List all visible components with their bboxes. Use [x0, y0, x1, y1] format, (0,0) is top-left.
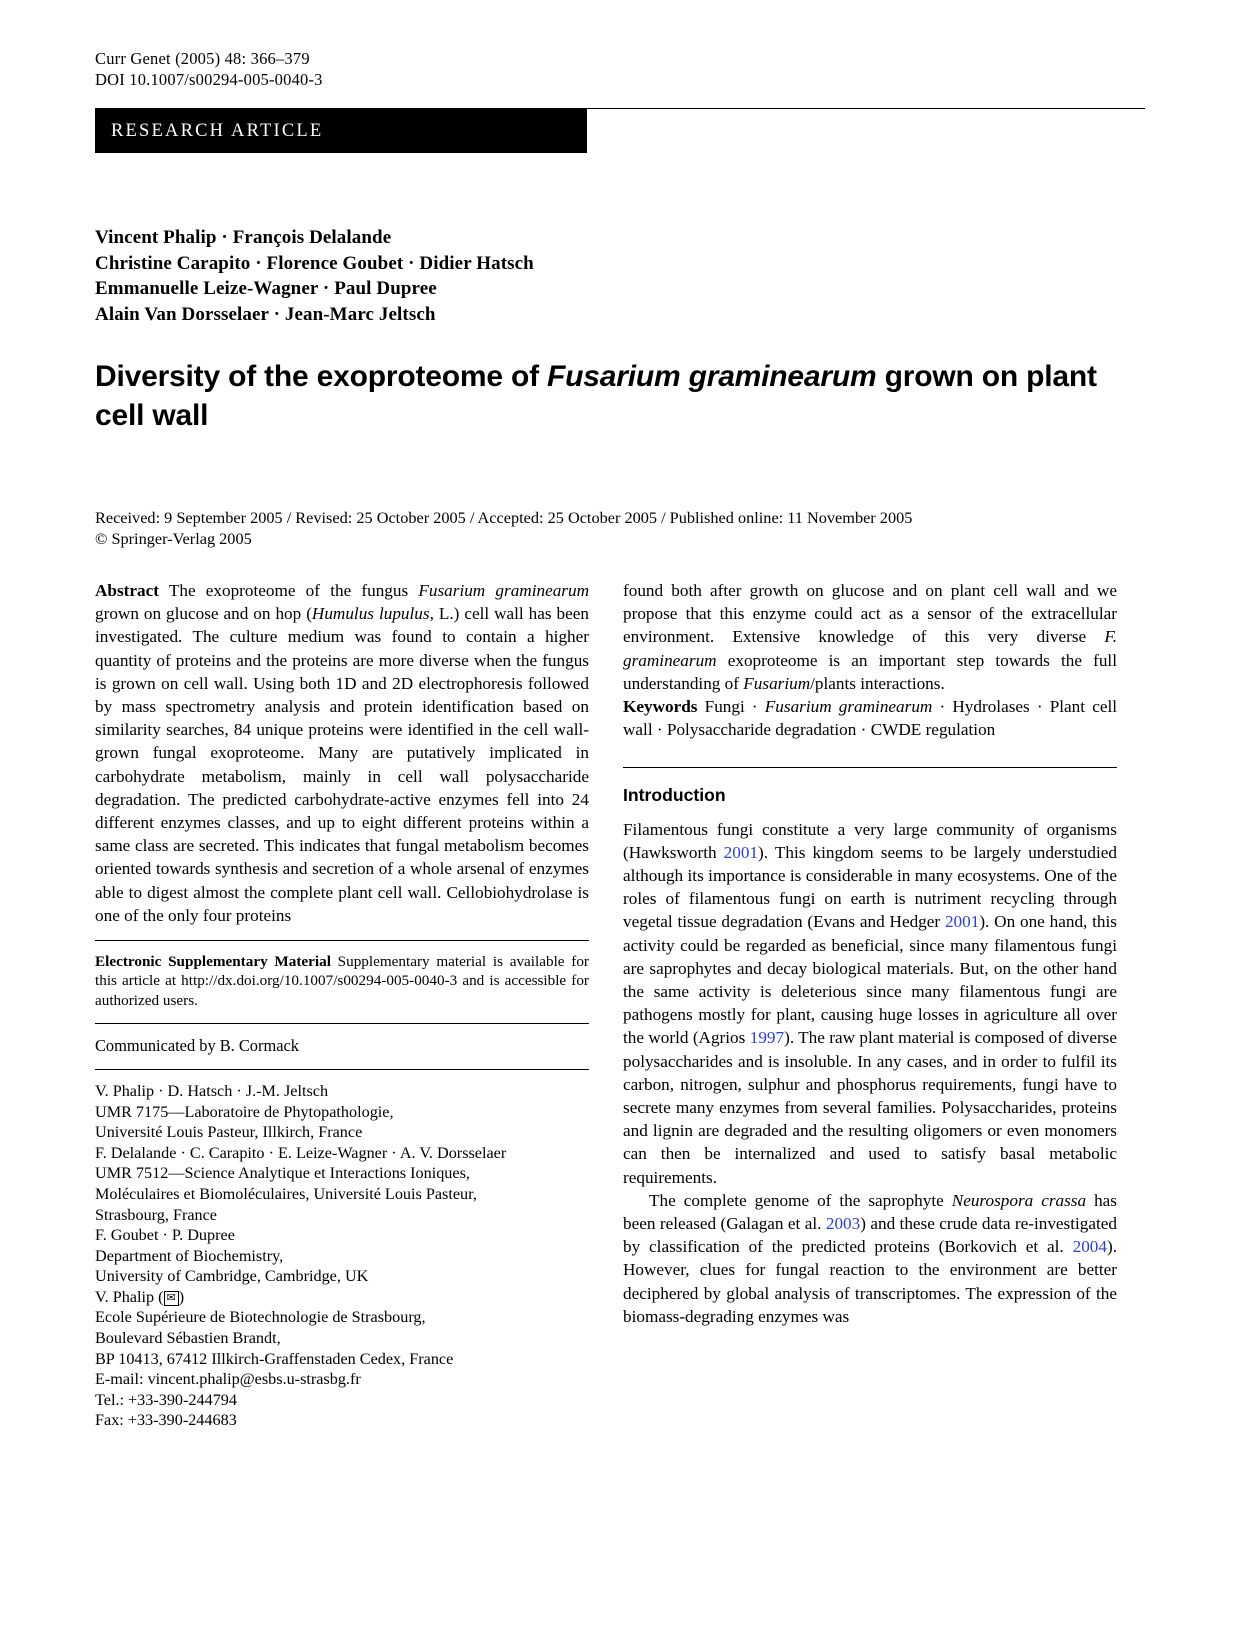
communicated-by: Communicated by B. Cormack: [95, 1035, 299, 1055]
abstract-paragraph: [95, 579, 589, 927]
esm-label: Electronic Supplementary Material: [95, 953, 331, 971]
corresponding-line: BP 10413, 67412 Illkirch-Graffenstaden Cedex, France: [95, 1349, 454, 1368]
title-part-1: Diversity of the exoproteome of: [95, 360, 548, 393]
corresponding-name-end: ): [178, 1287, 185, 1306]
corresponding-author: [95, 1287, 589, 1431]
corresponding-line: Boulevard Sébastien Brandt,: [95, 1329, 281, 1348]
corresponding-fax: Fax: +33-390-244683: [95, 1411, 237, 1430]
corresponding-tel: Tel.: +33-390-244794: [95, 1390, 237, 1409]
body-columns: [95, 579, 1145, 1431]
keywords-label: Keywords: [623, 697, 698, 717]
right-column: [623, 579, 1117, 1431]
corresponding-name: V. Phalip (: [95, 1287, 164, 1306]
abstract-text: The exoproteome of the fungus Fusarium graminearum grown on glucose and on hop (Humulus lupulus, L.) cell wall has been investigated. The culture medium was found to contain a higher quantity of proteins and the proteins are more diverse when the fungus is grown on cell wall. Using both 1D and 2D electrophoresis followed by mass spectrometry analysis and protein identification based on similarity searches, 84 unique proteins were identified in the cell wall-grown fungal exoproteome. Many are putatively implicated in carbohydrate metabolism, mainly in cell wall polysaccharide degradation. The predicted carbohydrate-active enzymes fell into 24 different enzymes classes, and up to eight different proteins within a same class are secreted. This indicates that fungal metabolism becomes oriented towards synthesis and secretion of a whole arsenal of enzymes able to digest almost the complete plant cell wall. Cellobiohydrolase is one of the only four proteins: [95, 581, 589, 925]
affiliation-2: F. Delalande · C. Carapito · E. Leize-Wagner · A. V. Dorsselaer UMR 7512—Science Analytique et Interactions Ioniques, Moléculaires et Biomoléculaires, Université Louis Pasteur, Strasbourg, France: [95, 1143, 507, 1224]
title-species: Fusarium graminearum: [547, 360, 877, 393]
envelope-icon: ✉: [164, 1291, 179, 1306]
doi-line: DOI 10.1007/s00294-005-0040-3: [95, 70, 323, 89]
keywords-text: Fungi · Fusarium graminearum · Hydrolases · Plant cell wall · Polysaccharide degradation · CWDE regulation: [623, 697, 1118, 740]
section-heading-introduction: Introduction: [623, 785, 726, 806]
left-column: [95, 579, 589, 1431]
page-title: [95, 357, 1145, 435]
author-line: Alain Van Dorsselaer · Jean-Marc Jeltsch: [95, 303, 436, 325]
affiliation-1: V. Phalip · D. Hatsch · J.-M. Jeltsch UMR 7175—Laboratoire de Phytopathologie, Université Louis Pasteur, Illkirch, France: [95, 1081, 394, 1142]
article-type-label: RESEARCH ARTICLE: [111, 120, 324, 141]
article-type-banner: [95, 109, 587, 153]
publication-history: [95, 507, 1145, 549]
abstract-label: Abstract: [95, 581, 159, 600]
introduction-paragraph-2: The complete genome of the saprophyte Neurospora crassa has been released (Galagan et al. 2003) and these crude data re-investigated by classification of the predicted proteins (Borkovich et al. 2004). However, clues for fungal reaction to the environment are better deciphered by global analysis of transcriptomes. The expression of the biomass-degrading enzymes was: [623, 1190, 1117, 1326]
journal-citation-line: Curr Genet (2005) 48: 366–379: [95, 49, 310, 68]
introduction-paragraph-1: Filamentous fungi constitute a very large community of organisms (Hawksworth 2001). This kingdom seems to be largely understudied although its importance is considerable in many ecosystems. One of the roles of filamentous fungi on earth is nutriment recycling through vegetal tissue degradation (Evans and Hedger 2001). On one hand, this activity could be regarded as beneficial, since many filamentous fungi are saprophytes and decay biological materials. But, on the other hand the same activity is deleterious since many filamentous fungi are pathogens mostly for plant, causing huge losses in agriculture all over the world (Agrios 1997). The raw plant material is composed of diverse polysaccharides and is insoluble. In any cases, and in order to fulfil its carbon, nitrogen, sulphur and phosphorus requirements, fungi have to secrete many enzymes from several families. Polysaccharides, proteins and lignin are degraded and the resulting oligomers or even monomers can then be internalized and used to satisfy basal metabolic requirements.: [623, 819, 1117, 1187]
author-list: [95, 225, 1145, 327]
author-line: Christine Carapito · Florence Goubet · Didier Hatsch: [95, 252, 534, 274]
author-line: Emmanuelle Leize-Wagner · Paul Dupree: [95, 278, 437, 299]
introduction-divider: [623, 767, 1117, 768]
corresponding-line: Ecole Supérieure de Biotechnologie de Strasbourg,: [95, 1308, 426, 1327]
corresponding-email: E-mail: vincent.phalip@esbs.u-strasbg.fr: [95, 1370, 361, 1389]
keywords-block: [623, 695, 1117, 741]
affiliation-3: F. Goubet · P. Dupree Department of Biochemistry, University of Cambridge, Cambridge, UK: [95, 1226, 369, 1286]
esm-block: [95, 952, 589, 1010]
esm-divider: [95, 940, 589, 941]
esm-text: Supplementary material is available for this article at http://dx.doi.org/10.1007/s00294-005-0040-3 and is accessible for authorized users.: [95, 953, 589, 1009]
journal-citation: [95, 48, 1145, 90]
affiliation-divider: [95, 1069, 589, 1070]
communicated-divider: [95, 1023, 589, 1024]
history-dates: Received: 9 September 2005 / Revised: 25 October 2005 / Accepted: 25 October 2005 / Published online: 11 November 2005: [95, 508, 913, 527]
abstract-continuation: found both after growth on glucose and on plant cell wall and we propose that this enzyme could act as a sensor of the extracellular environment. Extensive knowledge of this very diverse F. graminearum exoproteome is an important step towards the full understanding of Fusarium/plants interactions.: [623, 581, 1117, 693]
author-line: Vincent Phalip · François Delalande: [95, 227, 392, 248]
title-part-2: grown on plant cell wall: [95, 360, 1097, 432]
copyright-line: © Springer-Verlag 2005: [95, 529, 252, 548]
